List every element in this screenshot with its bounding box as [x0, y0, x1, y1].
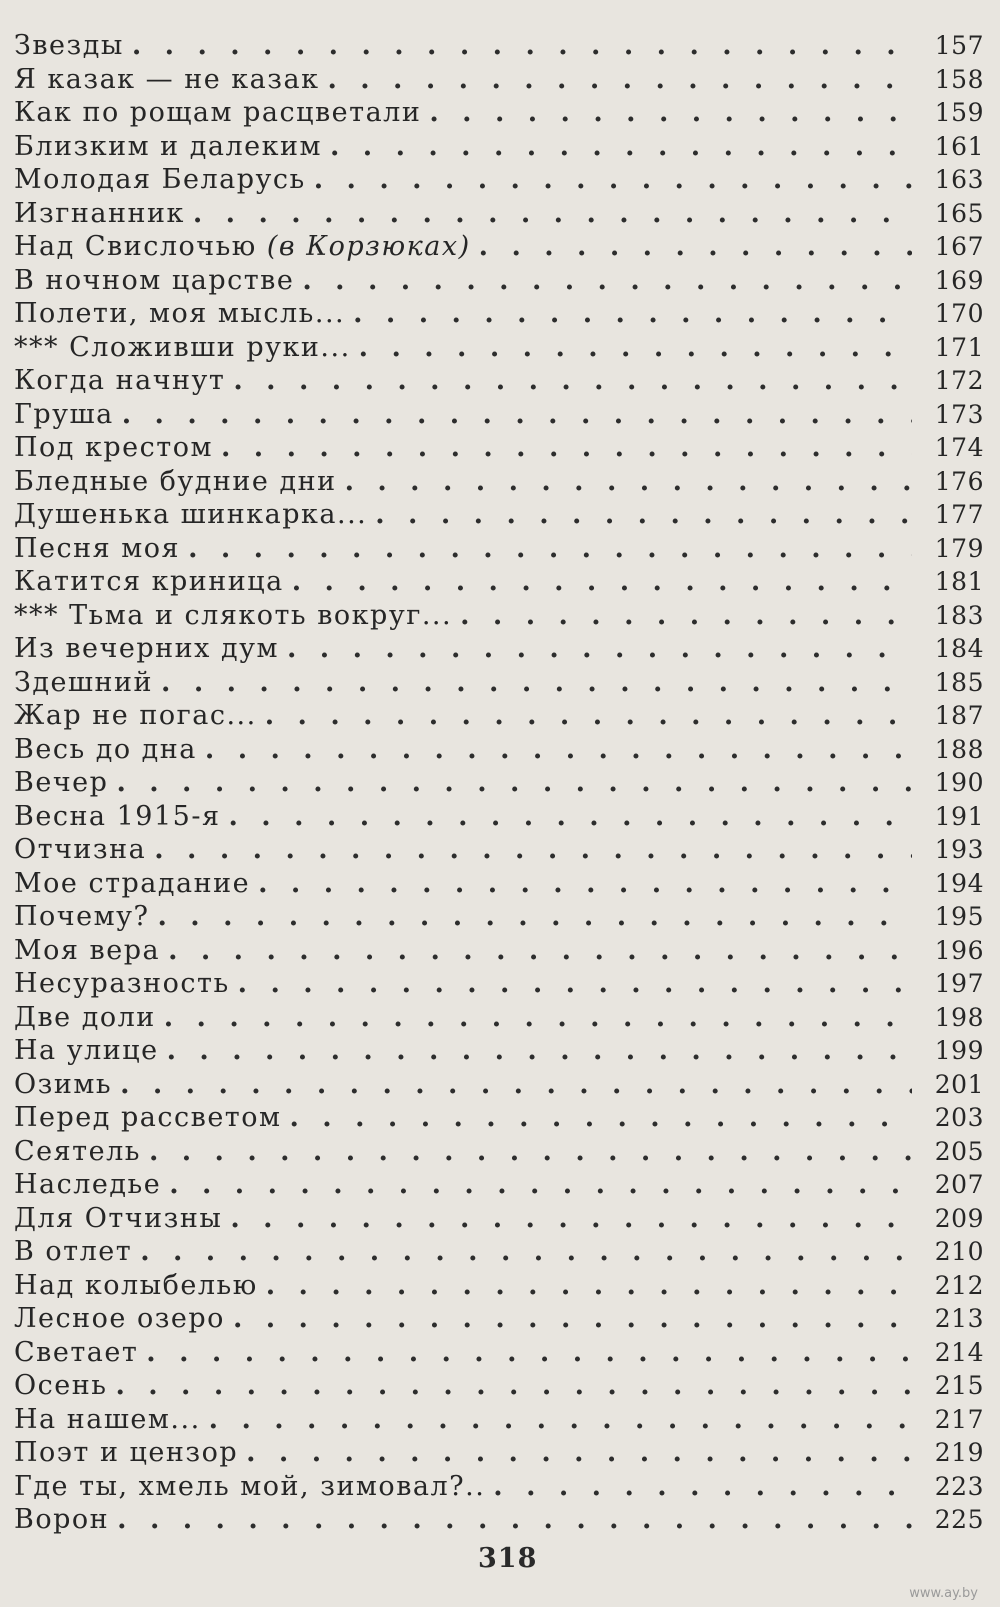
toc-entry — [14, 365, 984, 399]
toc-entry-title — [14, 734, 205, 765]
toc-entry — [14, 533, 984, 567]
toc-entry-page: 171 — [934, 332, 984, 362]
toc-entry-page: 197 — [934, 969, 984, 998]
toc-entry-title-text: Несуразность — [14, 968, 230, 999]
toc-entry-title — [14, 30, 132, 61]
dot-leader — [229, 801, 913, 832]
toc-entry — [14, 432, 984, 466]
dot-leader — [140, 1236, 912, 1267]
toc-entry-page: 212 — [934, 1270, 984, 1300]
dot-leader — [209, 1404, 912, 1435]
toc-entry-title-text: Наследье — [14, 1169, 162, 1200]
toc-entry-page: 205 — [934, 1136, 984, 1166]
toc-entry-title-text: Душенька шинкарка... — [14, 499, 368, 530]
dot-leader — [116, 767, 912, 798]
toc-entry-page: 187 — [934, 701, 984, 730]
toc-entry — [14, 499, 984, 533]
toc-entry-page: 196 — [934, 935, 984, 965]
toc-entry-title-text: Лесное озеро — [14, 1303, 225, 1334]
toc-entry-page: 181 — [934, 567, 984, 596]
toc-entry-title-text: Близким и далеким — [14, 130, 322, 162]
toc-entry-title — [14, 1437, 246, 1468]
dot-leader — [302, 265, 912, 296]
dot-leader — [188, 533, 912, 564]
toc-entry-title — [14, 1303, 233, 1334]
toc-entry — [14, 298, 984, 332]
toc-entry — [14, 1270, 984, 1304]
toc-entry-title-text: Молодая Беларусь — [14, 164, 306, 195]
toc-entry — [14, 968, 984, 1002]
toc-entry-title — [14, 1169, 169, 1200]
toc-entry — [14, 399, 984, 433]
toc-entry — [14, 1136, 984, 1170]
toc-entry — [14, 332, 984, 366]
toc-entry-title-text: На улице — [14, 1035, 159, 1066]
toc-entry-title — [14, 1504, 117, 1535]
dot-leader — [164, 1002, 912, 1033]
dot-leader — [265, 700, 912, 731]
toc-entry-title-text: Почему? — [14, 901, 150, 932]
toc-entry — [14, 667, 984, 701]
toc-entry-title-text: Груша — [14, 398, 114, 430]
toc-entry-title-text: Моя вера — [14, 934, 161, 966]
dot-leader — [120, 1069, 912, 1100]
toc-entry-title-text: Мое страдание — [14, 867, 251, 899]
toc-entry — [14, 164, 984, 198]
toc-entry-page: 219 — [934, 1438, 984, 1467]
toc-entry-title-text: Над Свислочью — [14, 231, 257, 262]
toc-entry-page: 174 — [934, 433, 984, 462]
dot-leader — [230, 1203, 912, 1234]
dot-leader — [167, 1035, 912, 1066]
dot-leader — [122, 399, 912, 430]
dot-leader — [493, 1471, 912, 1502]
toc-entry — [14, 1236, 984, 1270]
dot-leader — [460, 600, 912, 631]
toc-entry-title — [14, 1370, 115, 1401]
toc-entry-page: 213 — [934, 1304, 984, 1333]
toc-entry — [14, 1437, 984, 1471]
dot-leader — [233, 1303, 912, 1334]
toc-entry-page: 207 — [934, 1170, 984, 1199]
toc-entry — [14, 700, 984, 734]
toc-entry-title — [14, 432, 221, 463]
toc-entry-title — [14, 265, 302, 296]
toc-entry-title-text: Вечер — [14, 767, 109, 798]
toc-entry-title — [14, 600, 460, 631]
toc-entry-title — [14, 1404, 209, 1435]
toc-entry-page: 188 — [934, 734, 984, 764]
toc-entry-page: 183 — [934, 600, 984, 630]
toc-entry-page: 193 — [934, 835, 984, 864]
toc-entry — [14, 935, 984, 969]
page-number: 318 — [478, 1543, 538, 1574]
toc-entry-title — [14, 399, 122, 430]
toc-entry-page: 165 — [934, 198, 984, 228]
toc-entry-title — [14, 801, 229, 832]
dot-leader — [221, 432, 912, 463]
toc-entry-title-text: На нашем... — [14, 1403, 201, 1435]
toc-entry-title-text: Весна 1915-я — [14, 800, 221, 832]
toc-entry-page: 170 — [934, 299, 984, 328]
toc-entry — [14, 1303, 984, 1337]
dot-leader — [246, 1437, 912, 1468]
toc-entry — [14, 1002, 984, 1036]
toc-entry-page: 173 — [934, 399, 984, 429]
toc-entry-title-text: Светает — [14, 1336, 139, 1368]
toc-entry — [14, 633, 984, 667]
toc-entry-title — [14, 298, 353, 329]
toc-entry-title — [14, 1035, 167, 1066]
dot-leader — [479, 231, 912, 262]
toc-entry — [14, 1404, 984, 1438]
dot-leader — [429, 97, 912, 128]
toc-entry-title — [14, 97, 429, 128]
toc-entry — [14, 466, 984, 500]
toc-entry-title — [14, 700, 265, 731]
dot-leader — [161, 667, 912, 698]
toc-entry-title-text: Две доли — [14, 1001, 156, 1033]
toc-entry-title — [14, 131, 330, 162]
toc-entry-page: 169 — [934, 265, 984, 295]
toc-entry — [14, 566, 984, 600]
dot-leader — [292, 566, 912, 597]
toc-entry — [14, 1069, 984, 1103]
toc-entry-title — [14, 935, 168, 966]
toc-entry-title-text: Осень — [14, 1370, 108, 1401]
toc-entry-page: 167 — [934, 232, 984, 261]
toc-entry — [14, 231, 984, 265]
watermark: www.ay.by — [909, 1586, 978, 1601]
toc-entry-title — [14, 566, 292, 597]
toc-entry — [14, 600, 984, 634]
toc-entry-title — [14, 64, 327, 95]
toc-entry-page: 223 — [934, 1471, 984, 1501]
toc-entry-title — [14, 1471, 493, 1502]
toc-entry-page: 199 — [934, 1036, 984, 1065]
toc-entry-title-text: Под крестом — [14, 432, 213, 463]
toc-entry-title-text: Звезды — [14, 30, 124, 61]
toc-entry-page: 157 — [934, 31, 984, 60]
toc-entry-title-text: Жар не погас... — [14, 700, 257, 731]
toc-entry-title-text: Бледные будние дни — [14, 465, 337, 497]
toc-entry-page: 198 — [934, 1002, 984, 1032]
toc-entry — [14, 1035, 984, 1069]
toc-entry — [14, 734, 984, 768]
toc-entry-title — [14, 332, 359, 363]
toc-entry-title-text: Как по рощам расцветали — [14, 97, 422, 128]
toc-entry-title — [14, 466, 345, 497]
dot-leader — [132, 30, 912, 61]
toc-entry — [14, 64, 984, 98]
toc-entry-title-text: *** Тьма и слякоть вокруг... — [14, 599, 453, 631]
toc-entry-title — [14, 1203, 230, 1234]
dot-leader — [193, 198, 912, 229]
dot-leader — [233, 365, 912, 396]
toc-entry — [14, 97, 984, 131]
toc-entry-title-text: Где ты, хмель мой, зимовал?.. — [14, 1470, 486, 1502]
toc-entry-page: 194 — [934, 868, 984, 898]
toc-entry-page: 163 — [934, 165, 984, 194]
toc-entry-title — [14, 834, 154, 865]
dot-leader — [327, 64, 912, 95]
toc-entry — [14, 1337, 984, 1371]
dot-leader — [290, 1102, 913, 1133]
toc-entry-title — [14, 164, 314, 195]
toc-entry-title-text: Перед рассветом — [14, 1102, 282, 1133]
dot-leader — [353, 298, 912, 329]
toc-entry-title — [14, 633, 287, 664]
toc-entry-page: 217 — [934, 1404, 984, 1434]
toc-entry-page: 190 — [934, 768, 984, 797]
toc-entry-page: 203 — [934, 1103, 984, 1132]
dot-leader — [266, 1270, 912, 1301]
dot-leader — [287, 633, 912, 664]
toc-entry-title — [14, 1270, 266, 1301]
toc-entry — [14, 834, 984, 868]
toc-entry — [14, 265, 984, 299]
toc-entry-title — [14, 767, 116, 798]
toc-entry-title-text: Озимь — [14, 1068, 113, 1100]
toc-entry-page: 184 — [934, 634, 984, 663]
toc-entry-title-text: Полети, моя мысль... — [14, 298, 346, 329]
toc-entry — [14, 767, 984, 801]
dot-leader — [115, 1370, 912, 1401]
toc-entry-title-text: *** Сложивши руки... — [14, 331, 351, 363]
toc-entry-page: 191 — [934, 801, 984, 831]
toc-entry-title — [14, 533, 188, 564]
toc-entry — [14, 1471, 984, 1505]
toc-entry-page: 172 — [934, 366, 984, 395]
dot-leader — [154, 834, 912, 865]
toc-entry-title-text: Когда начнут — [14, 365, 226, 396]
toc-entry-title-text: Я казак — не казак — [14, 63, 320, 95]
dot-leader — [158, 901, 913, 932]
toc-entry-title-text: Сеятель — [14, 1135, 141, 1167]
toc-entry-title — [14, 499, 375, 530]
toc-entry — [14, 801, 984, 835]
toc-entry — [14, 901, 984, 935]
toc-entry-title-text: Поэт и цензор — [14, 1437, 239, 1468]
toc-entry — [14, 1504, 984, 1538]
dot-leader — [117, 1504, 912, 1535]
toc-entry-title-text: Здешний — [14, 666, 154, 698]
toc-entry-title-text: Из вечерних дум — [14, 633, 279, 664]
toc-entry-title — [14, 198, 193, 229]
toc-entry-title — [14, 1236, 140, 1267]
toc-entry-title — [14, 968, 238, 999]
toc-entry-title-text: В ночном царстве — [14, 264, 295, 296]
dot-leader — [345, 466, 912, 497]
toc-entry-title — [14, 868, 258, 899]
toc-entry-page: 209 — [934, 1203, 984, 1233]
toc-entry-title — [14, 1136, 149, 1167]
dot-leader — [314, 164, 912, 195]
toc-entry-title-text: В отлет — [14, 1236, 133, 1267]
toc-entry-page: 185 — [934, 667, 984, 697]
dot-leader — [149, 1136, 912, 1167]
toc-entry-title-text: Изгнанник — [14, 197, 185, 229]
toc-entry-title — [14, 231, 479, 262]
toc-entry-title-text: Отчизна — [14, 834, 147, 865]
toc-entry-title — [14, 1069, 120, 1100]
dot-leader — [205, 734, 912, 765]
toc-entry-page: 177 — [934, 500, 984, 529]
toc-entry — [14, 1203, 984, 1237]
toc-entry-page: 215 — [934, 1371, 984, 1400]
toc-entry-title-text: Катится криница — [14, 566, 284, 597]
toc-entry-title-text: Ворон — [14, 1504, 110, 1535]
toc-entry-page: 195 — [934, 902, 984, 931]
toc-entry-title — [14, 365, 233, 396]
dot-leader — [169, 1169, 912, 1200]
dot-leader — [238, 968, 912, 999]
toc-entry-title — [14, 901, 158, 932]
toc-entry-page: 201 — [934, 1069, 984, 1099]
toc-entry — [14, 131, 984, 165]
toc-entry-title-text: Песня моя — [14, 532, 181, 564]
toc-entry — [14, 1169, 984, 1203]
toc-entry — [14, 198, 984, 232]
toc-entry — [14, 30, 984, 64]
dot-leader — [258, 868, 912, 899]
toc-entry-title — [14, 667, 161, 698]
dot-leader — [359, 332, 912, 363]
dot-leader — [146, 1337, 912, 1368]
toc-entry — [14, 1102, 984, 1136]
toc-entry-page: 214 — [934, 1337, 984, 1367]
toc-entry-title-text: Весь до дна — [14, 733, 197, 765]
toc-entry — [14, 1370, 984, 1404]
toc-entry-title — [14, 1337, 146, 1368]
dot-leader — [168, 935, 912, 966]
toc-entry-page: 161 — [934, 131, 984, 161]
toc-entry-title — [14, 1002, 164, 1033]
dot-leader — [375, 499, 912, 530]
toc-entry-page: 176 — [934, 466, 984, 496]
table-of-contents — [14, 30, 984, 1538]
toc-entry — [14, 868, 984, 902]
toc-entry-page: 159 — [934, 98, 984, 127]
toc-entry-page: 158 — [934, 64, 984, 94]
toc-entry-title-text: Над колыбелью — [14, 1269, 258, 1301]
toc-entry-page: 179 — [934, 533, 984, 563]
toc-entry-note: (в Корзюках) — [266, 231, 471, 262]
toc-entry-title — [14, 1102, 290, 1133]
dot-leader — [330, 131, 912, 162]
toc-entry-page: 225 — [934, 1505, 984, 1534]
toc-entry-title-text: Для Отчизны — [14, 1202, 223, 1234]
toc-entry-page: 210 — [934, 1237, 984, 1266]
